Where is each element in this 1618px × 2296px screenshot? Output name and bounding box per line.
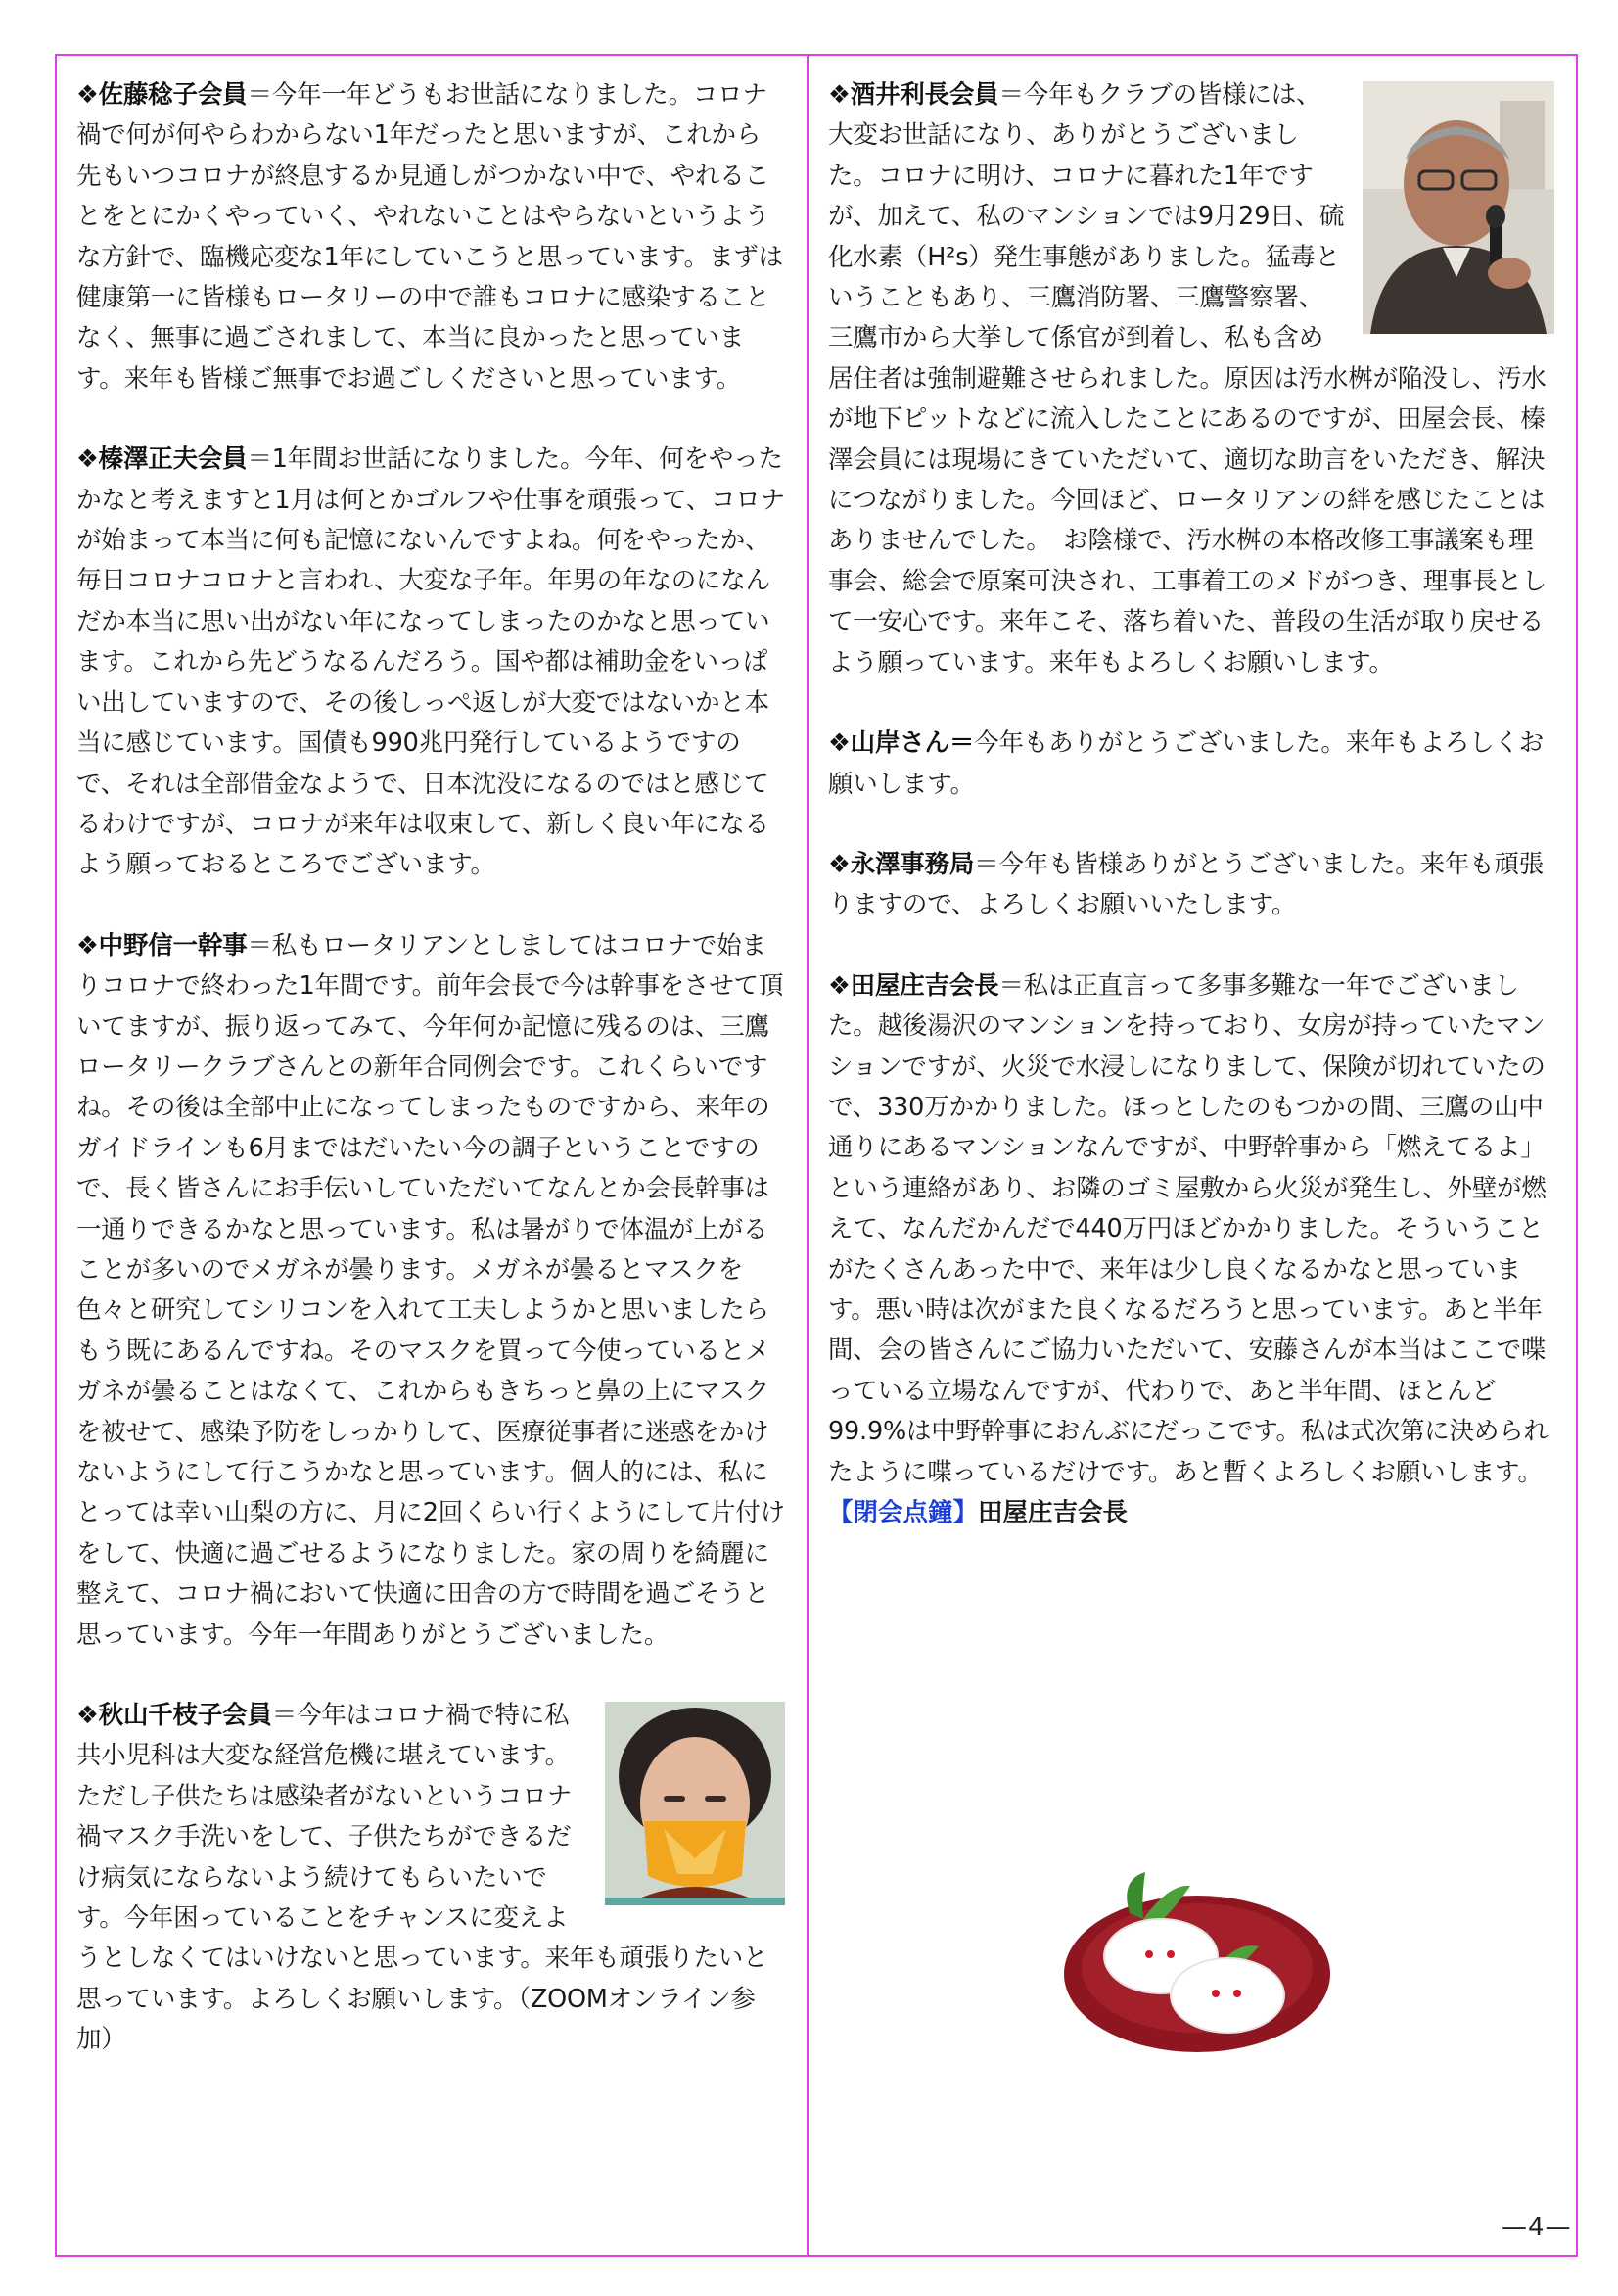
entry-hanzawa xyxy=(76,440,785,885)
rabbit-mochi-illustration xyxy=(1061,1870,1333,2058)
entry-taya xyxy=(828,966,1554,1493)
separator: ＝ xyxy=(271,1701,298,1731)
member-name: ❖永澤事務局 xyxy=(828,849,975,879)
closing-name: 田屋庄吉会長 xyxy=(978,1498,1129,1527)
member-name: ❖榛澤正夫会員 xyxy=(76,445,248,475)
separator: ＝ xyxy=(974,849,999,879)
remark-text: 私は正直言って多事多難な一年でございました。越後湯沢のマンションを持っており、女房が持っていたマンションですが、火災で水浸しになりまして、保険が切れていたので、330万かかりました。ほっとしたのもつかの間、三鷹の山中通りにあるマンションなんですが、中野幹事から「燃えてるよ」という連絡があり、お隣のゴミ屋敷から火災が発生し、外壁が燃えて、なんだかんだで440万円ほどかかりました。そういうことがたくさんあった中で、来年は少し良くなるかなと思っています。悪い時は次がまた良くなるだろうと思っています。あと半年間、会の皆さんにご協力いただいて、安藤さんが本当はここで喋っている立場なんですが、代わりで、あと半年間、ほとんど99.9%は中野幹事におんぶにだっこです。私は式次第に決められたように喋っているだけです。あと暫くよろしくお願いします。 xyxy=(828,970,1549,1487)
member-name: ❖中野信一幹事 xyxy=(76,930,248,961)
entry-nagasawa xyxy=(828,845,1554,926)
entry-nakano xyxy=(76,926,785,1656)
remark-text: 1年間お世話になりました。今年、何をやったかなと考えますと1月は何とかゴルフや仕事を頑張って、コロナが始まって本当に何も記憶にないんですよね。何をやったか、毎日コロナコロナと言われ、大変な子年。年男の年なのになんだか本当に思い出がない年になってしまったのかなと思っています。これから先どうなるんだろう。国や都は補助金をいっぱい出していますので、その後しっぺ返しが大変ではないかと本当に感じています。国債も990兆円発行しているようですので、それは全部借金なようで、日本沈没になるのではと感じてるわけですが、コロナが来年は収束して、新しく良い年になるよう願っておるところでございます。 xyxy=(76,445,785,880)
left-column xyxy=(55,54,809,2257)
separator: ＝ xyxy=(247,80,272,110)
closing-label: 【閉会点鐘】 xyxy=(828,1498,979,1527)
akiyama-photo xyxy=(605,1702,785,1918)
remark-text: 今年も皆様ありがとうございました。来年も頑張りますので、よろしくお願いいたします。 xyxy=(828,849,1545,920)
member-name: ❖田屋庄吉会長 xyxy=(828,970,999,1001)
separator: ＝ xyxy=(247,445,272,475)
entry-sakai xyxy=(828,75,1554,683)
remark-text: 今年もクラブの皆様には、大変お世話になり、ありがとうございました。コロナに明け、コロナに暮れた1年ですが、加えて、私のマンションでは9月29日、硫化水素（H²s）発生事態がありました。猛毒ということもあり、三鷹消防署、三鷹警察署、三鷹市から大挙して係官が到着し、私も含め居住者は強制避難させられました。原因は汚水桝が陥没し、汚水が地下ピットなどに流入したことにあるのですが、田屋会長、榛澤会員には現場にきていただいて、適切な助言をいただき、解決につながりました。今回ほど、ロータリアンの絆を感じたことはありませんでした。 お陰様で、汚水桝の本格改修工事議案も理事会、総会で原案可決され、工事着工のメドがつき、理事長として一安心です。来年こそ、落ち着いた、普段の生活が取り戻せるよう願っています。来年もよろしくお願いします。 xyxy=(828,80,1548,678)
closing-line xyxy=(828,1493,1554,1533)
remark-text: 今年もありがとうございました。来年もよろしくお願いします。 xyxy=(828,728,1545,799)
member-name: ❖酒井利長会員 xyxy=(828,80,999,110)
separator: ＝ xyxy=(998,970,1024,1001)
portrait-woman-mask-icon xyxy=(605,1702,785,1905)
portrait-man-microphone-icon xyxy=(1363,81,1554,334)
separator: ＝ xyxy=(247,930,272,961)
remark-text: 今年はコロナ禍で特に私共小児科は大変な経営危機に堪えています。ただし子供たちは感染者がないというコロナ禍マスク手洗いをして、子供たちができるだけ病気にならないよう続けてもらいたいです。今年困っていることをチャンスに変えようとしなくてはいけないと思っています。来年も頑張りたいと思っています。よろしくお願いします。（ZOOMオンライン参加） xyxy=(76,1701,768,2055)
entry-sato xyxy=(76,75,785,399)
remark-text: 今年一年どうもお世話になりました。コロナ禍で何が何やらわからない1年だったと思いますが、これから先もいつコロナが終息するか見通しがつかない中で、やれることをとにかくやっていく、やれないことはやらないというような方針で、臨機応変な1年にしていこうと思っています。まずは健康第一に皆様もロータリーの中で誰もコロナに感染することなく、無事に過ごされまして、本当に良かったと思っています。来年も皆様ご無事でお過ごしくださいと思っています。 xyxy=(76,80,783,394)
member-name: ❖秋山千枝子会員 xyxy=(76,1701,272,1731)
member-name: ❖山岸さん＝ xyxy=(828,728,975,759)
separator: ＝ xyxy=(998,80,1024,110)
entry-akiyama xyxy=(76,1696,785,2061)
sakai-photo xyxy=(1363,81,1554,347)
member-name: ❖佐藤稔子会員 xyxy=(76,80,248,110)
entry-yamagishi xyxy=(828,724,1554,805)
remark-text: 私もロータリアンとしましてはコロナで始まりコロナで終わった1年間です。前年会長で今は幹事をさせて頂いてますが、振り返ってみて、今年何か記憶に残るのは、三鷹ロータリークラブさんとの新年合同例会です。これくらいですね。その後は全部中止になってしまったものですから、来年のガイドラインも6月まではだいたい今の調子ということですので、長く皆さんにお手伝いしていただいてなんとか会長幹事は一通りできるかなと思っています。私は暑がりで体温が上がることが多いのでメガネが曇ります。メガネが曇るとマスクを色々と研究してシリコンを入れて工夫しようかと思いましたらもう既にあるんですね。そのマスクを買って今使っているとメガネが曇ることはなくて、これからもきちっと鼻の上にマスクを被せて、感染予防をしっかりして、医療従事者に迷惑をかけないようにして行こうかなと思っています。個人的には、私にとっては幸い山梨の方に、月に2回くらい行くようにして片付けをして、快適に過ごせるようになりました。家の周りを綺麗に整えて、コロナ禍において快適に田舎の方で時間を過ごそうと思っています。今年一年間ありがとうございました。 xyxy=(76,930,785,1650)
page-number: —4— xyxy=(1502,2213,1572,2242)
rabbit-mochi-icon xyxy=(1061,1870,1333,2054)
